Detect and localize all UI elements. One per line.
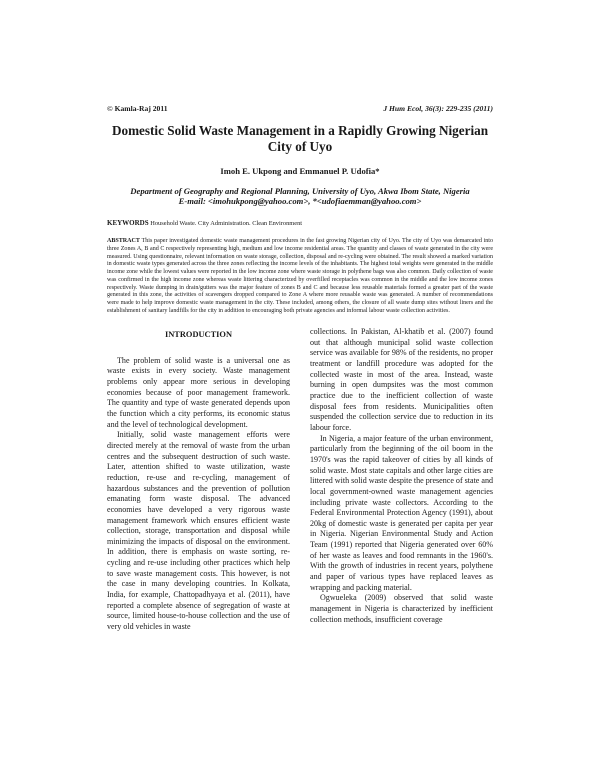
- abstract-block: [107, 238, 493, 316]
- right-column: [310, 327, 493, 625]
- copyright-header: © Kamla-Raj 2011: [107, 104, 168, 113]
- right-paragraph: In Nigeria, a major feature of the urban environment, particularly from the beginning of the oil boom in the 1970's was the rapid takeover of cities by all kinds of solid waste. Most state capitals and other large cities are littered with solid waste despite the presence of state and local government-owned waste management agencies including private waste collectors. According to the Federal Environmental Protection Agency (1991), about 20kg of domestic waste is generated per capita per year in Nigeria. Nigerian Environmental Study and Action Team (1991) reported that Nigeria generated over 60% of her waste as leaves and food remnants in the 1960's. With the growth of industries in recent years, polythene and paper of various types have replaced leaves as wrapping and packing material.: [310, 433, 494, 592]
- right-paragraph: collections. In Pakistan, Al-khatib et al. (2007) found out that although municipal solid waste collection service was available for 98% of the residents, no proper treatment or landfill procedure was adopted for the collected waste in most of the area. Instead, waste burning in open dumpsites was the most common practice due to the inefficient collection of waste disposal fees from residents. Municipalities often suspended the collection service due to reduction in its labour force.: [310, 327, 493, 432]
- left-paragraph: The problem of solid waste is a universal one as waste exists in every society. Waste management problems only appear more serious in developing economies because of poor management framework. The quantity and type of waste generated depends upon the function which a city performs, its economic status and the level of technological development.: [107, 355, 290, 429]
- affiliation-block: [100, 186, 500, 206]
- keywords-text: Household Waste. City Administration. Clean Environment: [150, 220, 303, 227]
- abstract-label: ABSTRACT: [107, 238, 140, 244]
- keywords-label: KEYWORDS: [107, 219, 149, 227]
- left-paragraph: Initially, solid waste management efforts were directed merely at the removal of waste from the urban centres and the subsequent destruction of such waste. Later, attention shifted to waste utilization, waste reduction, re-use and re-cycling, management of hazardous substances and the prevention of pollution emanating form waste disposal. The advanced economies have developed a very rigorous waste management framework which ensures efficient waste collection, storage, transportation and disposal while minimizing the impacts of disposal on the environment. In addition, there is emphasis on waste sorting, re-cycling and re-use including other practices which help to save waste management costs. This however, is not the case in many developing countries. In Kolkata, India, for example, Chattopadhyaya et al. (2011), have reported a complete absence of segregation of waste at source, limited house-to-house collection and the use of very old vehicles in waste: [107, 430, 290, 632]
- keywords-block: [107, 219, 497, 227]
- paper-authors: Imoh E. Ukpong and Emmanuel P. Udofia*: [220, 166, 380, 176]
- right-paragraph: Ogwueleka (2009) observed that solid waste management in Nigeria is characterized by inefficient collection methods, insufficient coverage: [310, 593, 493, 624]
- left-column: [107, 330, 290, 633]
- paper-title: Domestic Solid Waste Management in a Rapidly Growing Nigerian City of Uyo: [111, 123, 489, 154]
- affiliation-email[interactable]: E-mail: <imohukpong@yahoo.com>, *<udofiaemman@yahoo.com>: [178, 196, 422, 206]
- introduction-heading: INTRODUCTION: [164, 330, 232, 339]
- abstract-text: This paper investigated domestic waste management procedures in the fast growing Nigerian city of Uyo. The city of Uyo was demarcated into three Zones A, B and C respectively representing high, medium and low income residential areas. The quantity and classes of waste generated in the city were measured. Using questionnaire, relevant information on waste storage, collection, disposal and re-cycling were obtained. The result showed a marked variation in domestic waste types generated across the three zones reflecting the income levels of the inhabitants. The highest total weights were generated in the middle income zone while the lowest values were reported in the low income zone where waste storage in polythene bags was also common. Daily collection of waste was confirmed in the high income zone whereas waste littering characterized by overfilled receptacles was common in the middle and the low income zones respectively. Waste dumping in drain/gutters was the major feature of zones B and C and because less reusable materials formed a greater part of the waste generated in this zone, the activities of scavengers dropped compared to Zone A where more reusable waste was generated. A number of recommendations were made to help improve domestic waste management in the city. These included, among others, the closure of all waste dump sites without liners and the establishment of sanitary landfills for the city in addition to encouraging both private agencies and informal labour waste collection activities.: [107, 238, 493, 314]
- journal-citation-header: J Hum Ecol, 36(3): 229-235 (2011): [383, 104, 493, 113]
- affiliation-department: Department of Geography and Regional Planning, University of Uyo, Akwa Ibom State, Nigeria: [130, 186, 470, 196]
